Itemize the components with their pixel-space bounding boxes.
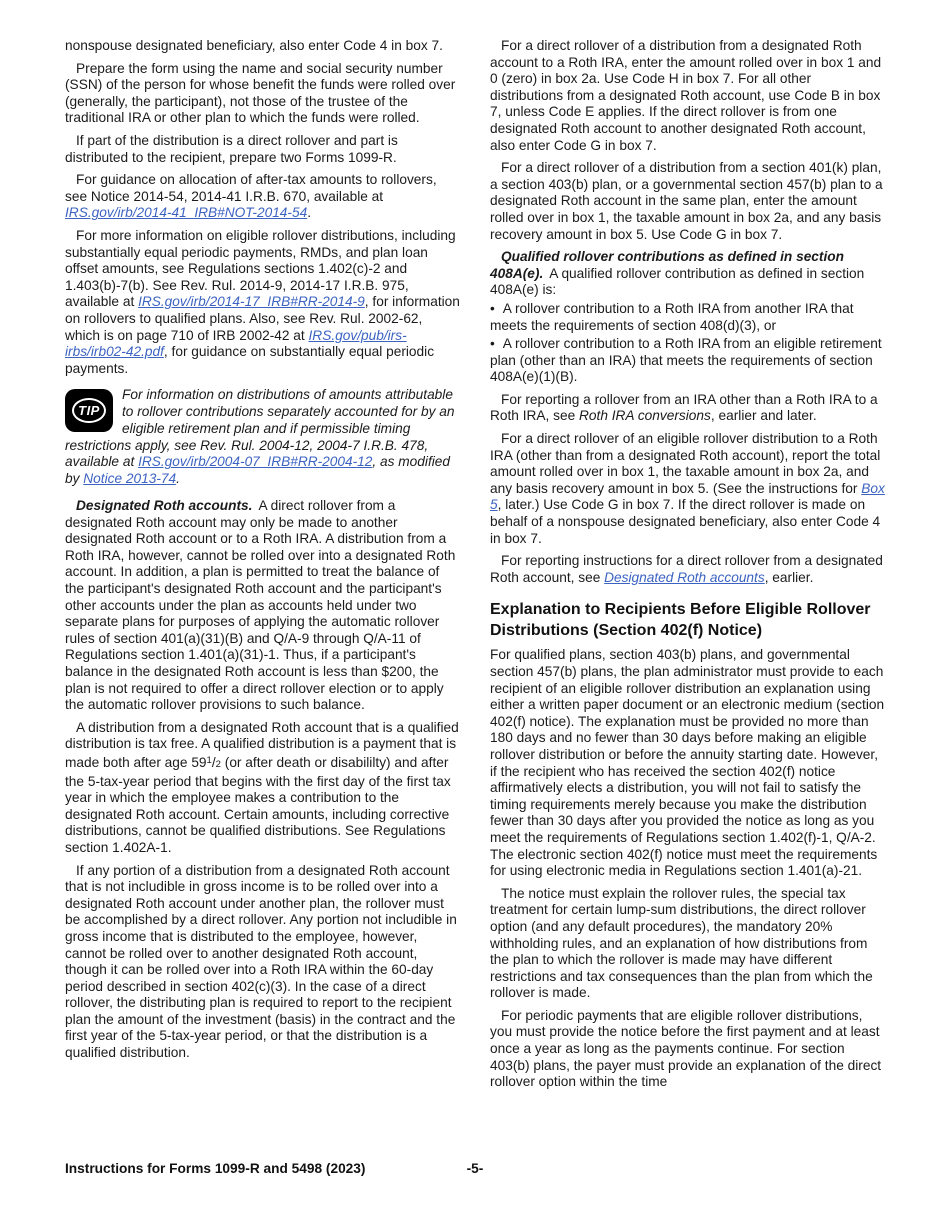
text-run: , later.) Use Code G in box 7. If the direct rollover is made on behalf of a nonspouse designated beneficiary, also enter Code 4 in box 7. [490,497,881,546]
bullet-item [490,301,886,334]
link[interactable]: Box 5 [490,480,885,513]
footer-title: Instructions for Forms 1099-R and 5498 (2023) [65,1161,366,1176]
text-run: (or after death or disabililty) and after the 5-tax-year period that begins with the first day of the first tax year in which the employee makes a contribution to the designated Roth account. Certain amounts, including corrective distributions, cannot be qualified distributions. See Regulations section 1.402A-1. [65,754,451,855]
text-run: , earlier and later. [710,408,817,424]
link[interactable]: Notice 2013-74 [83,471,177,487]
text-run: For information on distributions of amounts attributable to rollover contributions separately accounted for by an eligible retirement plan and if permissible timing restrictions apply, see Rev. Rul. 2004-12, 2004-7 I.R.B. 478, available at [65,387,455,470]
text-run: For reporting instructions for a direct rollover from a designated Roth account, see [490,553,883,585]
link[interactable]: IRS.gov/irb/2014-41_IRB#NOT-2014-54 [65,205,308,221]
footer-page-number: -5- [466,1161,484,1176]
paragraph [65,38,461,55]
bullet-icon: • [490,336,495,352]
text-run: For qualified plans, section 403(b) plans, and governmental section 457(b) plans, the plan administrator must provide to each recipient of an eligible rollover distribution an explanation using either a written paper document or an electronic medium (section 402(f) notice). The explanation must be provided no more than 180 days and no fewer than 30 days before making an eligible rollover distribution or before the annuity starting date. However, if the recipient who has received the section 402(f) notice affirmatively elects a distribution, you will not fail to satisfy the timing requirements merely because you make the distribution fewer than 30 days after you provided the notice as long as you meet the requirements of Regulations section 1.402(f)-1, Q/A-2. The electronic section 402(f) notice must meet the requirements for using electronic media in Regulations section 1.401(a)-21. [490,647,885,879]
text-run: A rollover contribution to a Roth IRA from another IRA that meets the requirements of section 408(d)(3), or [490,300,854,333]
text-run: A rollover contribution to a Roth IRA from an eligible retirement plan (other than an IRA) that meets the requirements of section 408A(e)(1)(B). [490,336,882,385]
text-run: If any portion of a distribution from a designated Roth account that is not includible in gross income is to be rolled over into a designated Roth account under another plan, the rollover must be accomplished by a direct rollover. Any portion not includible in gross income that is distributed to the employee, however, cannot be rolled over to another designated Roth account, though it can be rolled over into a Roth IRA within the 60-day period described in section 402(c)(3). In the case of a direct rollover, the distributing plan is required to report to the recipient plan the amount of the investment (basis) in the contract and the first year of the 5-tax-year period, or that the distribution is a qualified distribution. [65,862,457,1061]
text-run: Roth IRA conversions [579,408,711,424]
tip-icon-label: TIP [72,398,106,423]
text-run: , earlier. [764,569,814,585]
tip-icon [65,389,113,432]
text-run: , as modified by [65,454,451,487]
text-run: . [176,471,180,487]
text-run: The notice must explain the rollover rules, the special tax treatment for certain lump-sum distributions, the direct rollover option (and any default procedures), the mandatory 20% withholding rules, and an explanation of how distributions from the plan to which the rollover is made may have different restrictions and tax consequences than the plan from which the rollover is made. [490,885,873,1001]
text-run: A qualified rollover contribution as defined in section 408A(e) is: [490,265,865,298]
text-run: If part of the distribution is a direct rollover and part is distributed to the recipient, prepare two Forms 1099-R. [65,132,398,165]
text-run: For a direct rollover of a distribution from a designated Roth account to a Roth IRA, enter the amount rolled over in box 1 and 0 (zero) in box 2a. Use Code H in box 7. For all other distributions from a designated Roth account, use Code B in box 7, unless Code E applies. If the direct rollover is from one designated Roth account to another designated Roth account, also enter Code G in box 7. [490,38,882,153]
paragraph [65,61,461,127]
paragraph [490,886,886,1002]
paragraph [490,160,886,243]
paragraph [490,392,886,425]
paragraph [65,133,461,166]
link[interactable]: IRS.gov/irb/2004-07_IRB#RR-2004-12 [138,454,373,470]
text-run: Designated Roth accounts. [76,498,253,514]
text-run: nonspouse designated beneficiary, also enter Code 4 in box 7. [65,38,443,53]
text-run: , for guidance on substantially equal periodic payments. [65,344,435,376]
tip-note [65,387,461,488]
link[interactable]: Designated Roth accounts [604,569,765,585]
text-run: For guidance on allocation of after-tax amounts to rollovers, see Notice 2014-54, 2014-41 I.R.B. 670, available at [65,172,437,204]
text-run: A distribution from a designated Roth account that is a qualified distribution is tax free. A qualified distribution is a payment that is made both after age 59 [65,719,459,770]
text-run: 2 [215,758,221,770]
bullet-icon: • [490,300,495,316]
text-run: For a direct rollover of a distribution from a section 401(k) plan, a section 403(b) plan, or a governmental section 457(b) plan to a designated Roth account in the same plan, enter the amount rolled over in box 1, the taxable amount in box 2a, and any basis recovery amount in box 5. Use Code G in box 7. [490,160,883,242]
paragraph [65,172,461,222]
text-run: Prepare the form using the name and social security number (SSN) of the person for whose benefit the funds were rolled over (generally, the participant), not those of the trustee of the traditional IRA or other plan to which the funds were rolled. [65,60,456,126]
left-column [65,38,461,1091]
right-column [490,38,886,1091]
paragraph [490,553,886,586]
paragraph [490,431,886,547]
paragraph [490,1008,886,1091]
text-run: 1 [206,754,212,766]
paragraph [490,647,886,879]
text-run: For reporting a rollover from an IRA other than a Roth IRA to a Roth IRA, see [490,391,878,424]
text-run: Qualified rollover contributions as defined in section 408A(e). [490,249,844,281]
text-run: A direct rollover from a designated Roth account may only be made to another designated Roth account or to a Roth IRA. A distribution from a Roth IRA, however, cannot be rolled over into a designated Roth account. In addition, a plan is permitted to treat the balance of the participant's designated Roth account and the participant's other accounts under the plan as accounts held under two separate plans for purposes of applying the automatic rollover rules of section 401(a)(31)(B) and Q/A-9 through Q/A-11 of Regulations section 1.401(a)(31)-1. Thus, if a participant's balance in the designated Roth account is less than $200, the plan is not required to offer a direct rollover election or to apply the automatic rollover provisions to such balance. [65,498,456,713]
paragraph [65,863,461,1062]
paragraph [490,38,886,154]
paragraph [65,720,461,857]
section-heading: Explanation to Recipients Before Eligible Rollover Distributions (Section 402(f) Notice) [490,601,871,639]
paragraph [65,228,461,377]
text-run: . [307,205,312,221]
text-run: For a direct rollover of an eligible rollover distribution to a Roth IRA (other than from a designated Roth account), report the total amount rolled over in box 1, the taxable amount in box 2a, and any basis recovery amount in box 5. (See the instructions for [490,431,881,496]
link[interactable]: IRS.gov/irb/2014-17_IRB#RR-2014-9 [138,294,365,310]
link[interactable]: IRS.gov/pub/irs-irbs/irb02-42.pdf [65,327,407,360]
text-run: For periodic payments that are eligible rollover distributions, you must provide the notice before the first payment and at least once a year as long as the payments continue. For section 403(b) plans, the payer must provide an explanation of the direct rollover option within the time [490,1007,882,1090]
bullet-item [490,336,886,386]
page-body [65,38,886,1091]
text-run: / [211,754,216,770]
text-run: , for information on rollovers to qualified plans. Also, see Rev. Rul. 2002-62, which is on page 710 of IRB 2002-42 at [65,294,460,343]
paragraph [65,498,461,714]
text-run: For more information on eligible rollover distributions, including substantially equal periodic payments, RMDs, and plan loan offset amounts, see Regulations sections 1.402(c)-2 and 1.403(b)-7(b). See Rev. Rul. 2014-9, 2014-17 I.R.B. 975, available at [65,227,456,310]
paragraph [490,249,886,299]
